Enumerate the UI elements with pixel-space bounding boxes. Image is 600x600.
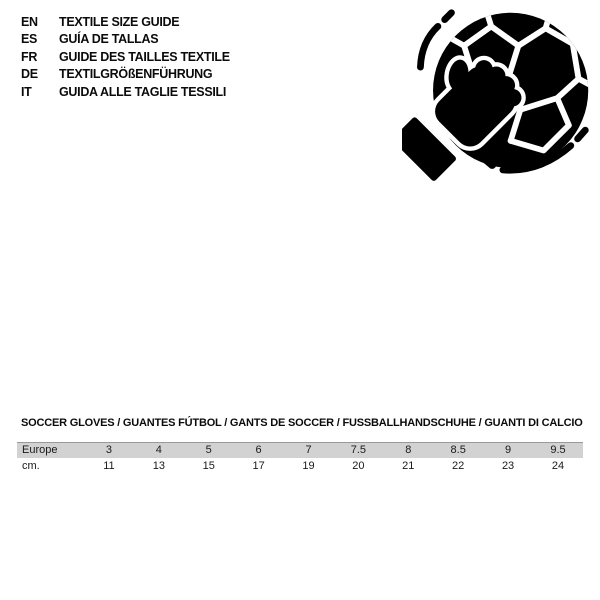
language-code: FR	[21, 49, 38, 64]
size-value-cell: 17	[252, 460, 265, 472]
list-item	[21, 15, 230, 32]
size-table-body	[17, 443, 583, 475]
size-value-cell: 9	[505, 444, 512, 457]
size-value-cell: 8	[405, 444, 412, 457]
size-value-cell: 20	[352, 460, 365, 472]
size-value-cell: 22	[452, 460, 465, 472]
list-item	[21, 85, 230, 102]
size-value-cell: 11	[103, 460, 115, 472]
table-row	[17, 458, 583, 475]
size-table	[17, 442, 583, 475]
language-code: DE	[21, 67, 38, 82]
list-item	[21, 67, 230, 84]
size-value-cell: 4	[155, 444, 162, 457]
size-value-cell: 15	[202, 460, 215, 472]
size-table-title: SOCCER GLOVES / GUANTES FÚTBOL / GANTS DE SOCCER / FUSSBALLHANDSCHUHE / GUANTI DI CALCIO	[21, 417, 583, 429]
language-code: ES	[21, 32, 38, 47]
list-item	[21, 50, 230, 67]
language-code: EN	[21, 15, 38, 29]
size-value-cell: 6	[255, 444, 262, 457]
size-value-cell: 13	[152, 460, 165, 472]
language-label: GUIDA ALLE TAGLIE TESSILI	[59, 84, 227, 99]
language-label: GUIDE DES TAILLES TEXTILE	[59, 49, 230, 64]
goalkeeper-glove-soccer-ball-icon	[402, 5, 596, 199]
language-list	[21, 15, 230, 102]
size-value-cell: 9.5	[550, 444, 566, 457]
size-value-cell: 24	[551, 460, 565, 472]
language-label: TEXTILE SIZE GUIDE	[59, 15, 180, 29]
list-item	[21, 32, 230, 49]
size-value-cell: 7	[305, 444, 312, 457]
language-label: GUÍA DE TALLAS	[59, 32, 159, 47]
size-value-cell: 21	[402, 460, 415, 472]
size-value-cell: 19	[302, 460, 315, 472]
size-value-cell: 7.5	[350, 444, 367, 457]
language-code: IT	[21, 84, 32, 99]
row-label: Europe	[22, 444, 58, 457]
size-value-cell: 5	[205, 444, 212, 457]
size-value-cell: 3	[105, 444, 112, 457]
language-label: TEXTILGRÖßENFÜHRUNG	[59, 67, 213, 82]
row-label: cm.	[22, 460, 40, 472]
table-row	[17, 443, 583, 458]
size-value-cell: 8.5	[450, 444, 466, 457]
size-value-cell: 23	[501, 460, 515, 472]
